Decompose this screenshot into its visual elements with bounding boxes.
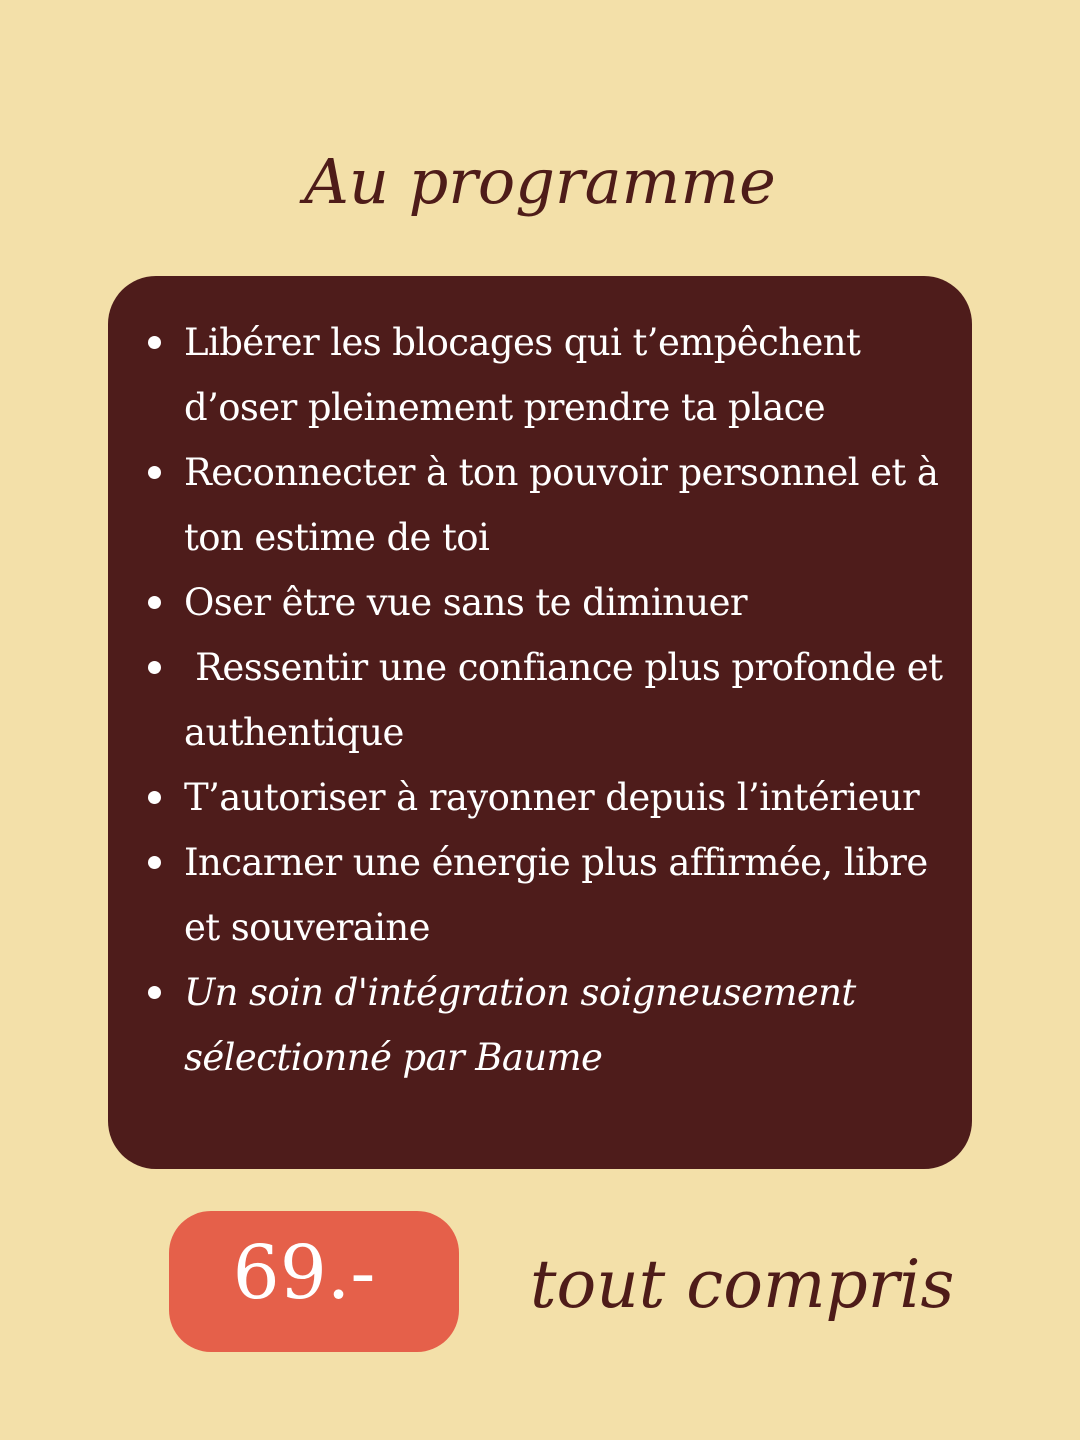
- program-item-text: Incarner une énergie plus affirmée, libre et souveraine: [184, 841, 928, 949]
- program-item-text: Ressentir une confiance plus profonde et authentique: [184, 646, 954, 754]
- program-item: [146, 960, 952, 1090]
- program-item: [146, 310, 952, 440]
- bullet-dot-icon: [148, 661, 161, 674]
- program-item: [146, 830, 952, 960]
- price-note: tout compris: [530, 1246, 955, 1323]
- program-item-text: Reconnecter à ton pouvoir personnel et à ton estime de toi: [184, 451, 939, 559]
- program-list: [146, 310, 952, 1090]
- program-item-text: Un soin d'intégration soigneusement sélectionné par Baume: [184, 971, 856, 1079]
- bullet-dot-icon: [148, 791, 161, 804]
- bullet-dot-icon: [148, 466, 161, 479]
- bullet-dot-icon: [148, 336, 161, 349]
- program-item: [146, 440, 952, 570]
- program-item: [146, 765, 952, 830]
- program-item-text: Libérer les blocages qui t’empêchent d’oser pleinement prendre ta place: [184, 321, 861, 429]
- price-badge: [169, 1211, 459, 1352]
- bullet-dot-icon: [148, 986, 161, 999]
- bullet-dot-icon: [148, 856, 161, 869]
- program-card: [108, 276, 972, 1169]
- bullet-dot-icon: [148, 596, 161, 609]
- program-item-text: T’autoriser à rayonner depuis l’intérieur: [184, 776, 920, 819]
- price-value: 69.-: [232, 1230, 376, 1316]
- page-title: Au programme: [304, 145, 776, 218]
- program-item: [146, 635, 952, 765]
- program-item-text: Oser être vue sans te diminuer: [184, 581, 747, 624]
- program-item: [146, 570, 952, 635]
